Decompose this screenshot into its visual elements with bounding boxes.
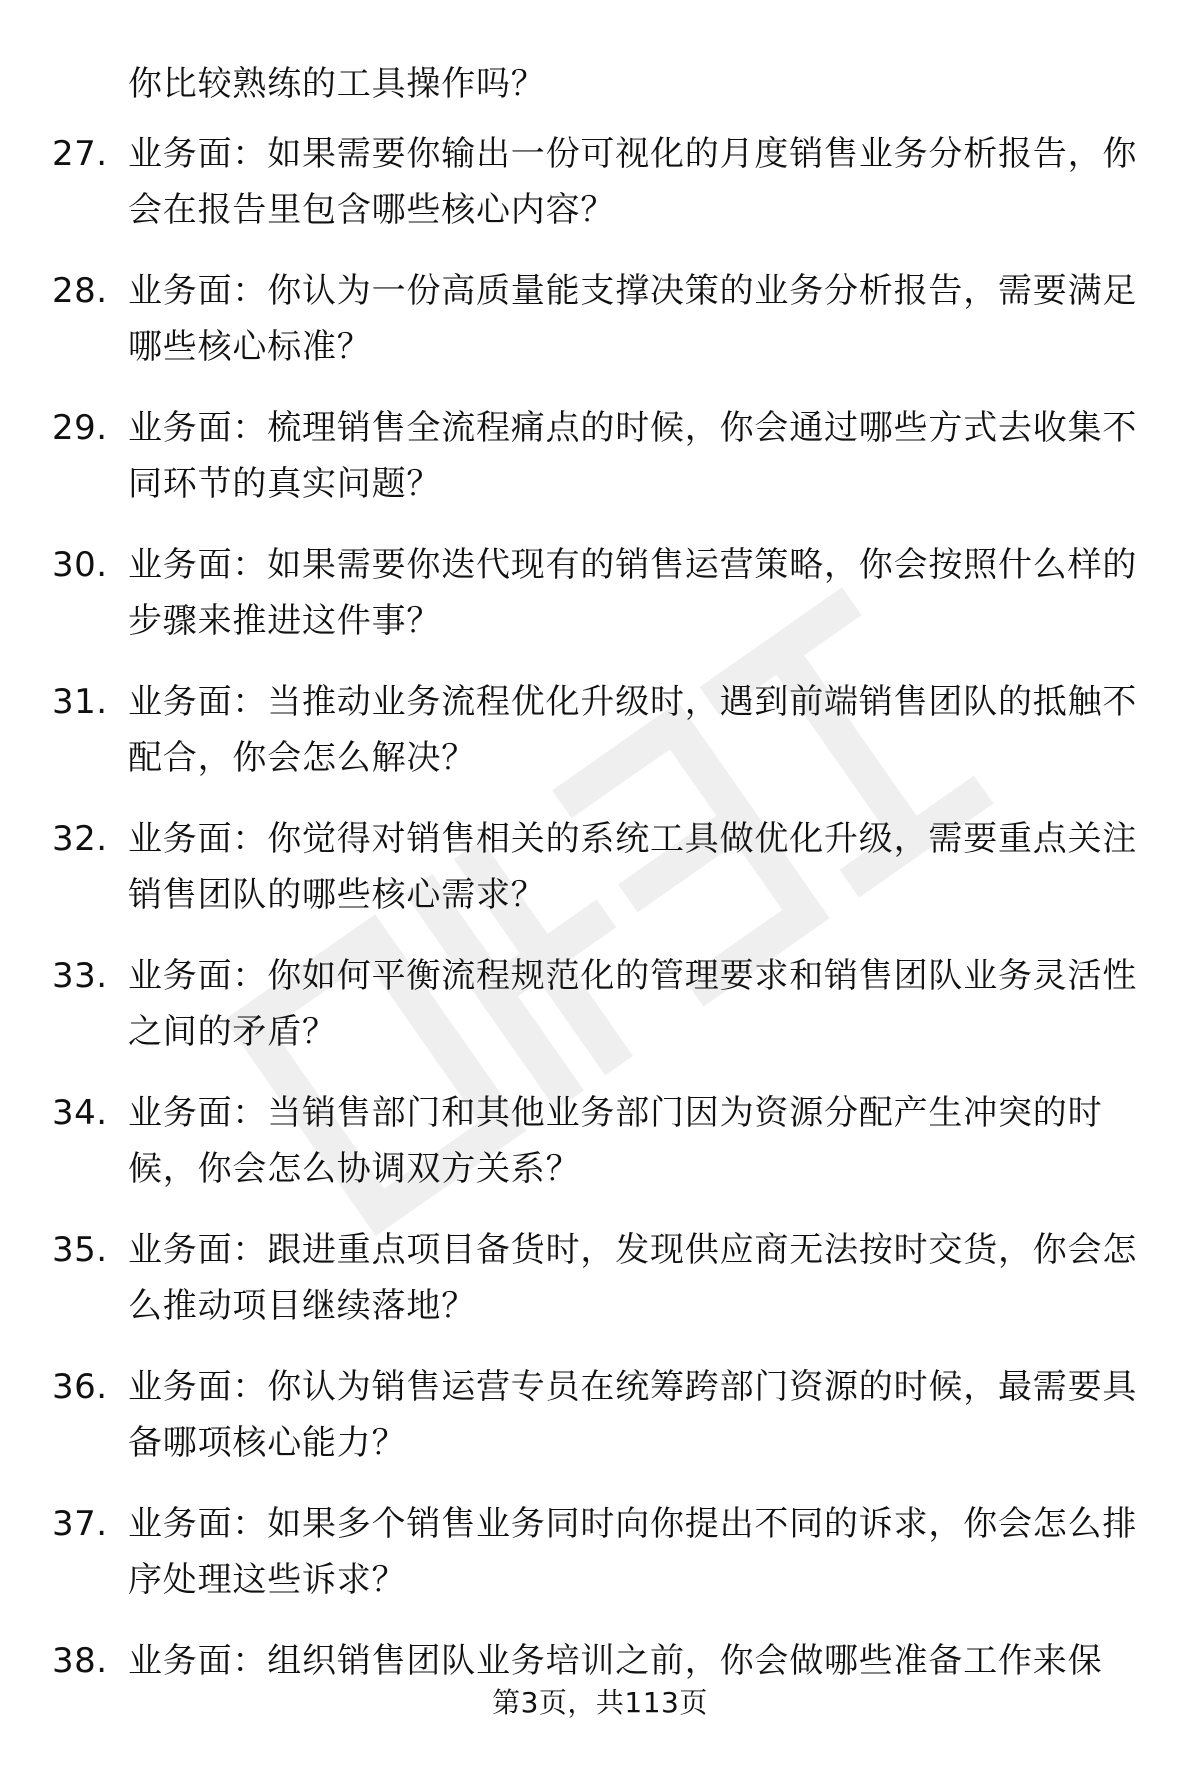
question-text: 业务面：如果多个销售业务同时向你提出不同的诉求，你会怎么排序处理这些诉求？ — [128, 1504, 1138, 1600]
list-item — [0, 1085, 1200, 1222]
question-number: 32. — [52, 819, 108, 859]
question-number: 29. — [52, 408, 108, 448]
list-item — [0, 126, 1200, 263]
question-text: 业务面：当推动业务流程优化升级时，遇到前端销售团队的抵触不配合，你会怎么解决？ — [128, 682, 1138, 778]
question-text: 你比较熟练的工具操作吗？ — [128, 64, 546, 104]
question-text: 业务面：你认为销售运营专员在统筹跨部门资源的时候，最需要具备哪项核心能力？ — [128, 1367, 1138, 1463]
list-item — [0, 1222, 1200, 1359]
question-number: 37. — [52, 1504, 108, 1544]
list-item — [0, 948, 1200, 1085]
question-list — [0, 56, 1200, 1770]
question-text: 业务面：组织销售团队业务培训之前，你会做哪些准备工作来保 — [128, 1641, 1103, 1681]
question-text: 业务面：梳理销售全流程痛点的时候，你会通过哪些方式去收集不同环节的真实问题？ — [128, 408, 1138, 504]
page-number-label: 第3页，共113页 — [492, 1686, 708, 1719]
list-item — [0, 400, 1200, 537]
question-text: 业务面：你认为一份高质量能支撑决策的业务分析报告，需要满足哪些核心标准？ — [128, 271, 1138, 367]
list-item — [0, 263, 1200, 400]
list-item — [0, 674, 1200, 811]
list-item — [0, 811, 1200, 948]
list-item — [0, 56, 1200, 126]
list-item — [0, 1496, 1200, 1633]
question-number: 33. — [52, 956, 108, 996]
question-text: 业务面：当销售部门和其他业务部门因为资源分配产生冲突的时候，你会怎么协调双方关系？ — [128, 1093, 1103, 1189]
question-number: 27. — [52, 134, 108, 174]
question-text: 业务面：如果需要你输出一份可视化的月度销售业务分析报告，你会在报告里包含哪些核心内容？ — [128, 134, 1138, 230]
question-text: 业务面：如果需要你迭代现有的销售运营策略，你会按照什么样的步骤来推进这件事？ — [128, 545, 1138, 641]
question-number: 35. — [52, 1230, 108, 1270]
question-number: 28. — [52, 271, 108, 311]
question-text: 业务面：跟进重点项目备货时，发现供应商无法按时交货，你会怎么推动项目继续落地？ — [128, 1230, 1138, 1326]
list-item — [0, 1359, 1200, 1496]
question-number: 31. — [52, 682, 108, 722]
list-item — [0, 537, 1200, 674]
question-text: 业务面：你觉得对销售相关的系统工具做优化升级，需要重点关注销售团队的哪些核心需求？ — [128, 819, 1138, 915]
page-footer — [0, 1683, 1200, 1723]
question-text: 业务面：你如何平衡流程规范化的管理要求和销售团队业务灵活性之间的矛盾？ — [128, 956, 1138, 1052]
question-number: 30. — [52, 545, 108, 585]
question-number: 34. — [52, 1093, 108, 1133]
question-number: 38. — [52, 1641, 108, 1681]
question-number: 36. — [52, 1367, 108, 1407]
